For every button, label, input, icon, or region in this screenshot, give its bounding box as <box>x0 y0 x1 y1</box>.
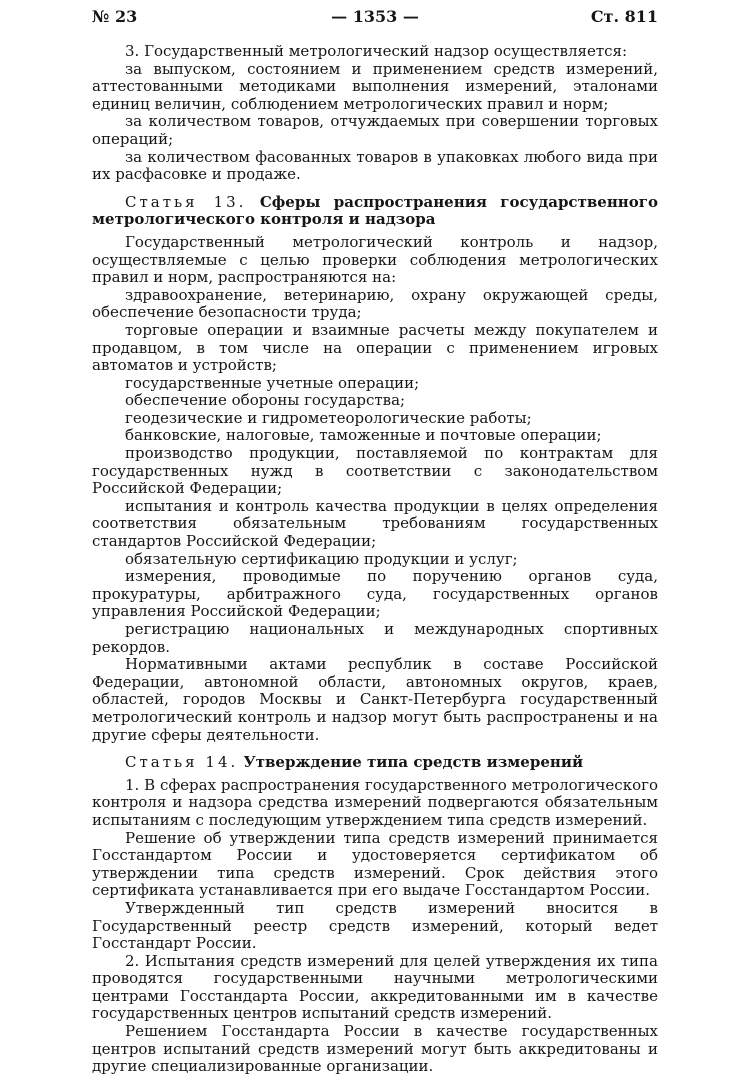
paragraph: Утвержденный тип средств измерений вносится в Государственный реестр средств измерений, который ведет Госстандарт России. <box>92 898 658 953</box>
paragraph: 2. Испытания средств измерений для целей утверждения их типа проводятся государственными научными метрологическими центрами Госстандарта России, аккредитованными им в качестве государственных центров испытаний средств измерений. <box>92 951 658 1023</box>
list-item: геодезические и гидрометеорологические работы; <box>125 408 532 427</box>
article-13-label: Статья 13. <box>125 192 247 211</box>
paragraph: за количеством фасованных товаров в упаковках любого вида при их расфасовке и продаже. <box>92 147 658 184</box>
paragraph: 1. В сферах распространения государственного метрологического контроля и надзора средства измерений подвергаются обязательным испытаниям с последующим утверждением типа средств измерений. <box>92 775 658 829</box>
list-item: банковские, налоговые, таможенные и почтовые операции; <box>125 426 602 445</box>
article-13-heading <box>92 194 658 229</box>
article-14-title: Утверждение типа средств измерений <box>243 753 584 772</box>
paragraph: за количеством товаров, отчуждаемых при совершении торговых операций; <box>92 112 658 148</box>
paragraph: Государственный метрологический контроль и надзор, осуществляемые с целью проверки соблюдения метрологических правил и норм, распространяются на: <box>92 232 658 287</box>
list-item: производство продукции, поставляемой по контрактам для государственных нужд в соответствии с законодательством Российской Федерации; <box>92 444 658 498</box>
list-item: регистрацию национальных и международных спортивных рекордов. <box>92 620 658 656</box>
list-item: здравоохранение, ветеринарию, охрану окружающей среды, обеспечение безопасности труда; <box>92 285 658 322</box>
paragraph: 3. Государственный метрологический надзор осуществляется: <box>125 42 628 60</box>
paragraph: за выпуском, состоянием и применением средств измерений, аттестованными методиками выполнения измерений, эталонами единиц величин, соблюдением метрологических правил и норм; <box>92 59 658 113</box>
article-13-title: Сферы распространения государственного метрологического контроля и надзора <box>92 192 658 229</box>
page-body <box>92 43 658 1076</box>
list-item: государственные учетные операции; <box>125 373 420 392</box>
paragraph: Решение об утверждении типа средств измерений принимается Госстандартом России и удостоверяется сертификатом об утверждении типа средств измерений. Срок действия этого сертификата устанавливается при его выдаче Госстандартом России. <box>92 828 658 900</box>
list-item: обеспечение обороны государства; <box>125 391 406 410</box>
list-item: торговые операции и взаимные расчеты между покупателем и продавцом, в том числе на операции с применением игровых автоматов и устройств; <box>92 320 658 375</box>
paragraph: Нормативными актами республик в составе Российской Федерации, автономной области, автономных округов, краев, областей, городов Москвы и Санкт-Петербурга государственный метрологический контроль и надзор могут быть распространены и на другие сферы деятельности. <box>92 655 658 744</box>
list-item: испытания и контроль качества продукции в целях определения соответствия обязательным требованиям государственных стандартов Российской Федерации; <box>92 496 658 551</box>
article-number: Ст. 811 <box>590 7 658 26</box>
list-item: обязательную сертификацию продукции и услуг; <box>125 549 518 568</box>
page-header <box>92 8 658 30</box>
article-14-label: Статья 14. <box>125 753 239 772</box>
paragraph: Решением Госстандарта России в качестве государственных центров испытаний средств измерений могут быть аккредитованы и другие специализированные организации. <box>92 1022 658 1076</box>
issue-number: № 23 <box>92 7 138 26</box>
article-14-heading <box>92 754 658 772</box>
page-number: — 1353 — <box>331 7 419 26</box>
list-item: измерения, проводимые по поручению органов суда, прокуратуры, арбитражного суда, государственных органов управления Российской Федерации; <box>92 567 658 621</box>
